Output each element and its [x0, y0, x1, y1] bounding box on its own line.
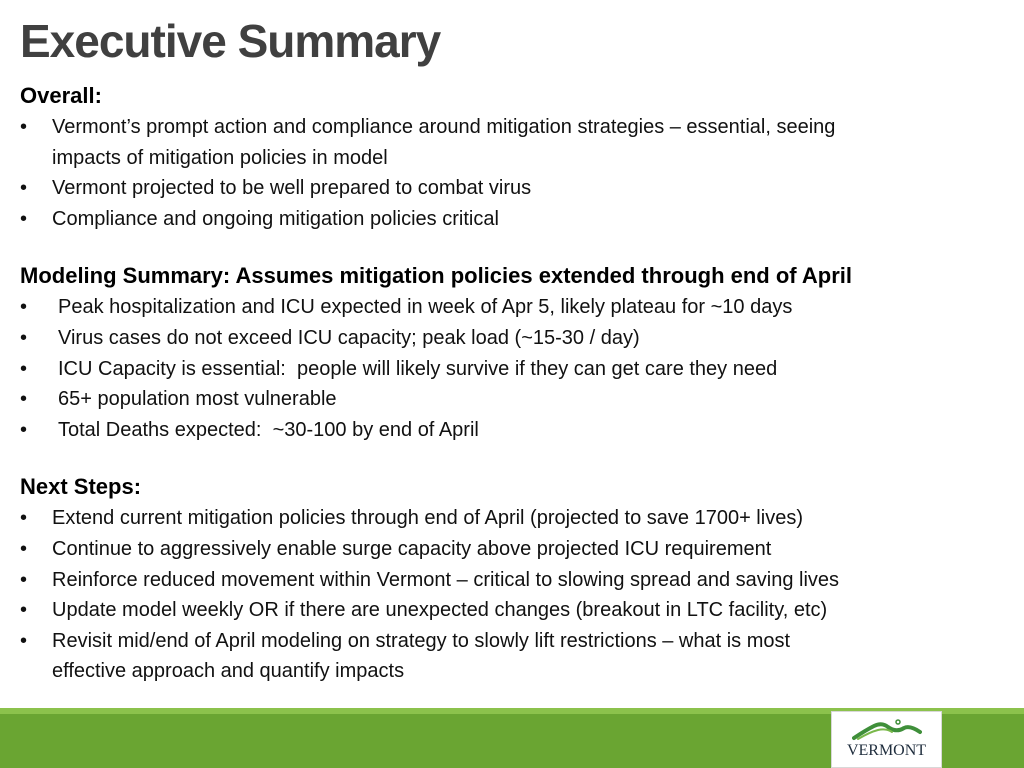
list-item: • Compliance and ongoing mitigation policies critical [20, 204, 1010, 235]
next-steps-section [20, 471, 1010, 687]
vermont-mountain-logo-icon [852, 718, 922, 742]
modeling-heading: Modeling Summary: Assumes mitigation policies extended through end of April [20, 263, 853, 289]
slide-content [20, 80, 1010, 713]
list-item: • Vermont’s prompt action and compliance around mitigation strategies – essential, seeing impacts of mitigation policies in model [20, 112, 1010, 173]
list-item: • Extend current mitigation policies through end of April (projected to save 1700+ lives) [20, 503, 1010, 534]
vermont-logo [831, 711, 942, 768]
list-item: • Continue to aggressively enable surge capacity above projected ICU requirement [20, 534, 1010, 565]
overall-heading: Overall: [20, 83, 102, 108]
modeling-list [20, 292, 1010, 445]
next-steps-list [20, 503, 1010, 687]
list-item: • Virus cases do not exceed ICU capacity; peak load (~15-30 / day) [20, 323, 1010, 354]
slide-title: Executive Summary [20, 15, 441, 67]
overall-section [20, 80, 1010, 234]
list-item: • 65+ population most vulnerable [20, 384, 1010, 415]
next-steps-heading: Next Steps: [20, 474, 142, 500]
modeling-section [20, 260, 1010, 445]
list-item: • ICU Capacity is essential: people will likely survive if they can get care they need [20, 354, 1010, 385]
list-item: • Vermont projected to be well prepared to combat virus [20, 173, 1010, 204]
list-item: • Revisit mid/end of April modeling on strategy to slowly lift restrictions – what is most effective approach and quantify impacts [20, 626, 1010, 687]
list-item: • Reinforce reduced movement within Vermont – critical to slowing spread and saving lives [20, 565, 1010, 596]
logo-text: VERMONT [846, 742, 927, 759]
list-item: • Total Deaths expected: ~30-100 by end of April [20, 415, 1010, 446]
overall-list [20, 112, 1010, 234]
list-item: • Update model weekly OR if there are unexpected changes (breakout in LTC facility, etc) [20, 595, 1010, 626]
list-item: • Peak hospitalization and ICU expected in week of Apr 5, likely plateau for ~10 days [20, 292, 1010, 323]
